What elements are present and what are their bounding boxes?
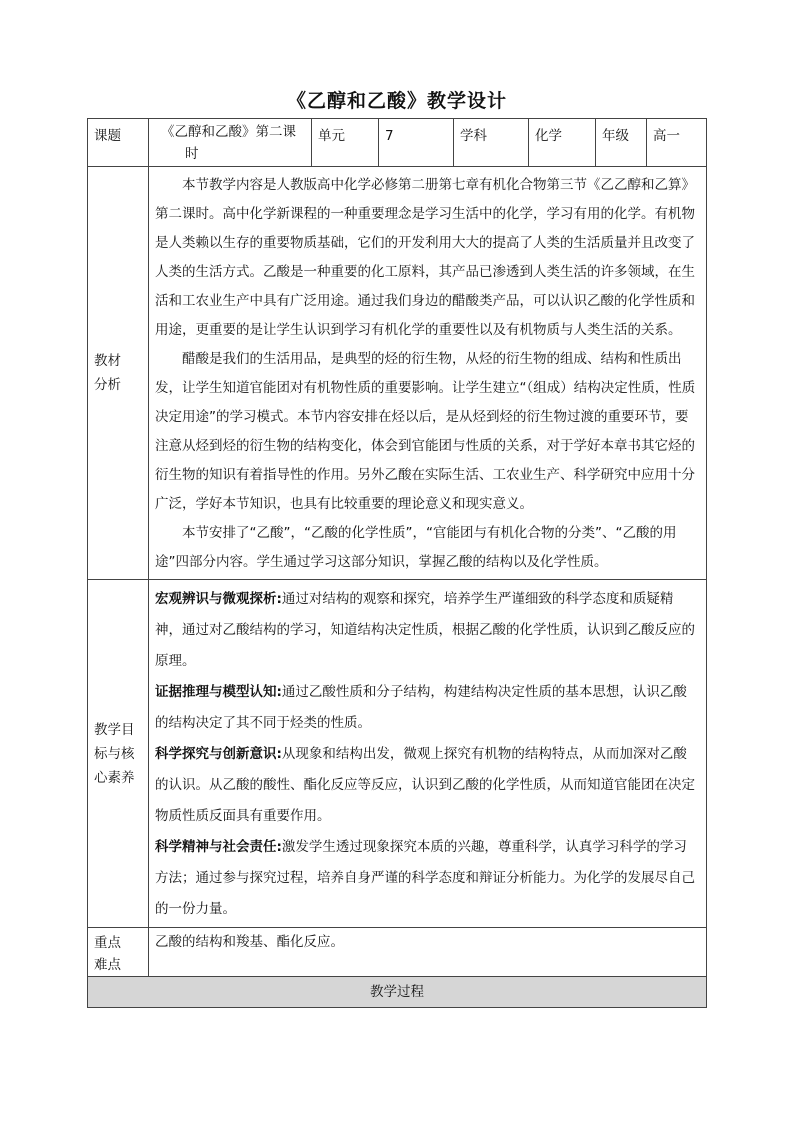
subject-label-cell xyxy=(454,119,529,167)
key-points-label-line2: 难点 xyxy=(94,957,121,973)
analysis-content xyxy=(149,167,706,579)
analysis-paragraph: 本节教学内容是人教版高中化学必修第二册第七章有机化合物第三节《乙乙醇和乙算》第二课时。高中化学新课程的一种重要理念是学习生活中的化学，学习有用的化学。有机物是人类赖以生存的重要物质基础，它们的开发利用大大的提高了人类的生活质量并且改变了人类的生活方式。乙酸是一种重要的化工原料，其产品已渗透到人类生活的许多领域，在生活和工农业生产中具有广泛用途。通过我们身边的醋酸类产品，可以认识乙酸的化学性质和用途，更重要的是让学生认识到学习有机化学的重要性以及有机物质与人类生活的关系。 xyxy=(155,177,695,338)
objectives-label-line2: 标与核 xyxy=(94,745,135,762)
unit-value-cell xyxy=(379,119,454,167)
header-row xyxy=(88,119,707,167)
objective-heading: 宏观辨识与微观探析: xyxy=(155,591,282,607)
analysis-label-cell xyxy=(88,167,149,580)
course-title-cell xyxy=(149,119,312,167)
key-points-label xyxy=(88,928,148,976)
process-header: 教学过程 xyxy=(88,977,707,1008)
key-points-value: 乙酸的结构和羧基、酯化反应。 xyxy=(155,934,344,950)
unit-value: 7 xyxy=(385,128,394,144)
objective-item xyxy=(155,739,700,832)
objective-heading: 科学探究与创新意识: xyxy=(155,746,282,762)
grade-label-cell xyxy=(596,119,647,167)
grade-value-cell xyxy=(647,119,707,167)
grade-value: 高一 xyxy=(653,128,680,144)
objective-text: 从现象和结构出发，微观上探究有机物的结构特点，从而加深对乙酸的认识。从乙酸的酸性、酯化反应等反应，认识到乙酸的化学性质，从而知道官能团在决定物质性质反面具有重要作用。 xyxy=(155,746,695,824)
objectives-label-line1: 教学目 xyxy=(94,721,135,738)
objective-text: 通过乙酸性质和分子结构，构建结构决定性质的基本思想，认识乙酸的结构决定了其不同于烃类的性质。 xyxy=(155,684,687,731)
objectives-label-cell xyxy=(88,580,149,928)
analysis-paragraph: 本节安排了“乙酸”，“乙酸的化学性质”，“官能团与有机化合物的分类”、“乙酸的用途”四部分内容。学生通过学习这部分知识，掌握乙酸的结构以及化学性质。 xyxy=(155,525,677,570)
objectives-label xyxy=(88,718,148,790)
objective-heading: 科学精神与社会责任: xyxy=(155,839,282,855)
course-label-cell xyxy=(88,119,149,167)
course-title-line1: 《乙醇和乙酸》第二课 xyxy=(161,124,296,140)
objectives-content-cell xyxy=(149,580,707,928)
objective-text: 通过对结构的观察和探究，培养学生严谨细致的科学态度和质疑精神，通过对乙酸结构的学习，知道结构决定性质，根据乙酸的化学性质，认识到乙酸反应的原理。 xyxy=(155,591,695,669)
key-points-content-cell xyxy=(149,928,707,977)
objective-heading: 证据推理与模型认知: xyxy=(155,684,282,700)
key-points-label-line1: 重点 xyxy=(94,935,121,951)
key-points-row xyxy=(88,928,707,977)
analysis-paragraph: 醋酸是我们的生活用品，是典型的烃的衍生物，从烃的衍生物的组成、结构和性质出发，让学生知道官能团对有机物性质的重要影响。让学生建立“（组成）结构决定性质，性质决定用途”的学习模式。本节内容安排在烃以后，是从烃到烃的衍生物过渡的重要环节，要注意从烃到烃的衍生物的结构变化，体会到官能团与性质的关系，对于学好本章书其它烃的衍生物的知识有着指导性的作用。另外乙酸在实际生活、工农业生产、科学研究中应用十分广泛，学好本节知识，也具有比较重要的理论意义和现实意义。 xyxy=(155,351,696,512)
process-row xyxy=(88,977,707,1008)
page-title: 《乙醇和乙酸》教学设计 xyxy=(286,90,507,112)
subject-value-cell xyxy=(529,119,596,167)
course-label: 课题 xyxy=(94,128,121,144)
objectives-label-line3: 心素养 xyxy=(94,769,135,786)
analysis-label xyxy=(88,349,148,397)
objectives-row xyxy=(88,580,707,928)
objective-item xyxy=(155,677,700,739)
subject-label: 学科 xyxy=(460,128,487,144)
unit-label-cell xyxy=(312,119,379,167)
course-title xyxy=(149,119,311,165)
analysis-label-line2: 分析 xyxy=(94,377,121,393)
course-title-line2: 时 xyxy=(185,146,199,162)
subject-value: 化学 xyxy=(535,128,562,144)
analysis-row xyxy=(88,167,707,580)
analysis-label-line1: 教材 xyxy=(94,353,121,369)
analysis-content-cell xyxy=(149,167,707,580)
grade-label: 年级 xyxy=(602,128,629,144)
objectives-content xyxy=(149,580,706,927)
objective-item xyxy=(155,832,700,925)
objective-text: 激发学生透过现象探究本质的兴趣，尊重科学，认真学习科学的学习方法；通过参与探究过程，培养自身严谨的科学态度和辩证分析能力。为化学的发展尽自己的一份力量。 xyxy=(155,839,695,917)
key-points-label-cell xyxy=(88,928,149,977)
unit-label: 单元 xyxy=(318,128,345,144)
lesson-plan-table xyxy=(87,118,707,1008)
objective-item xyxy=(155,584,700,677)
